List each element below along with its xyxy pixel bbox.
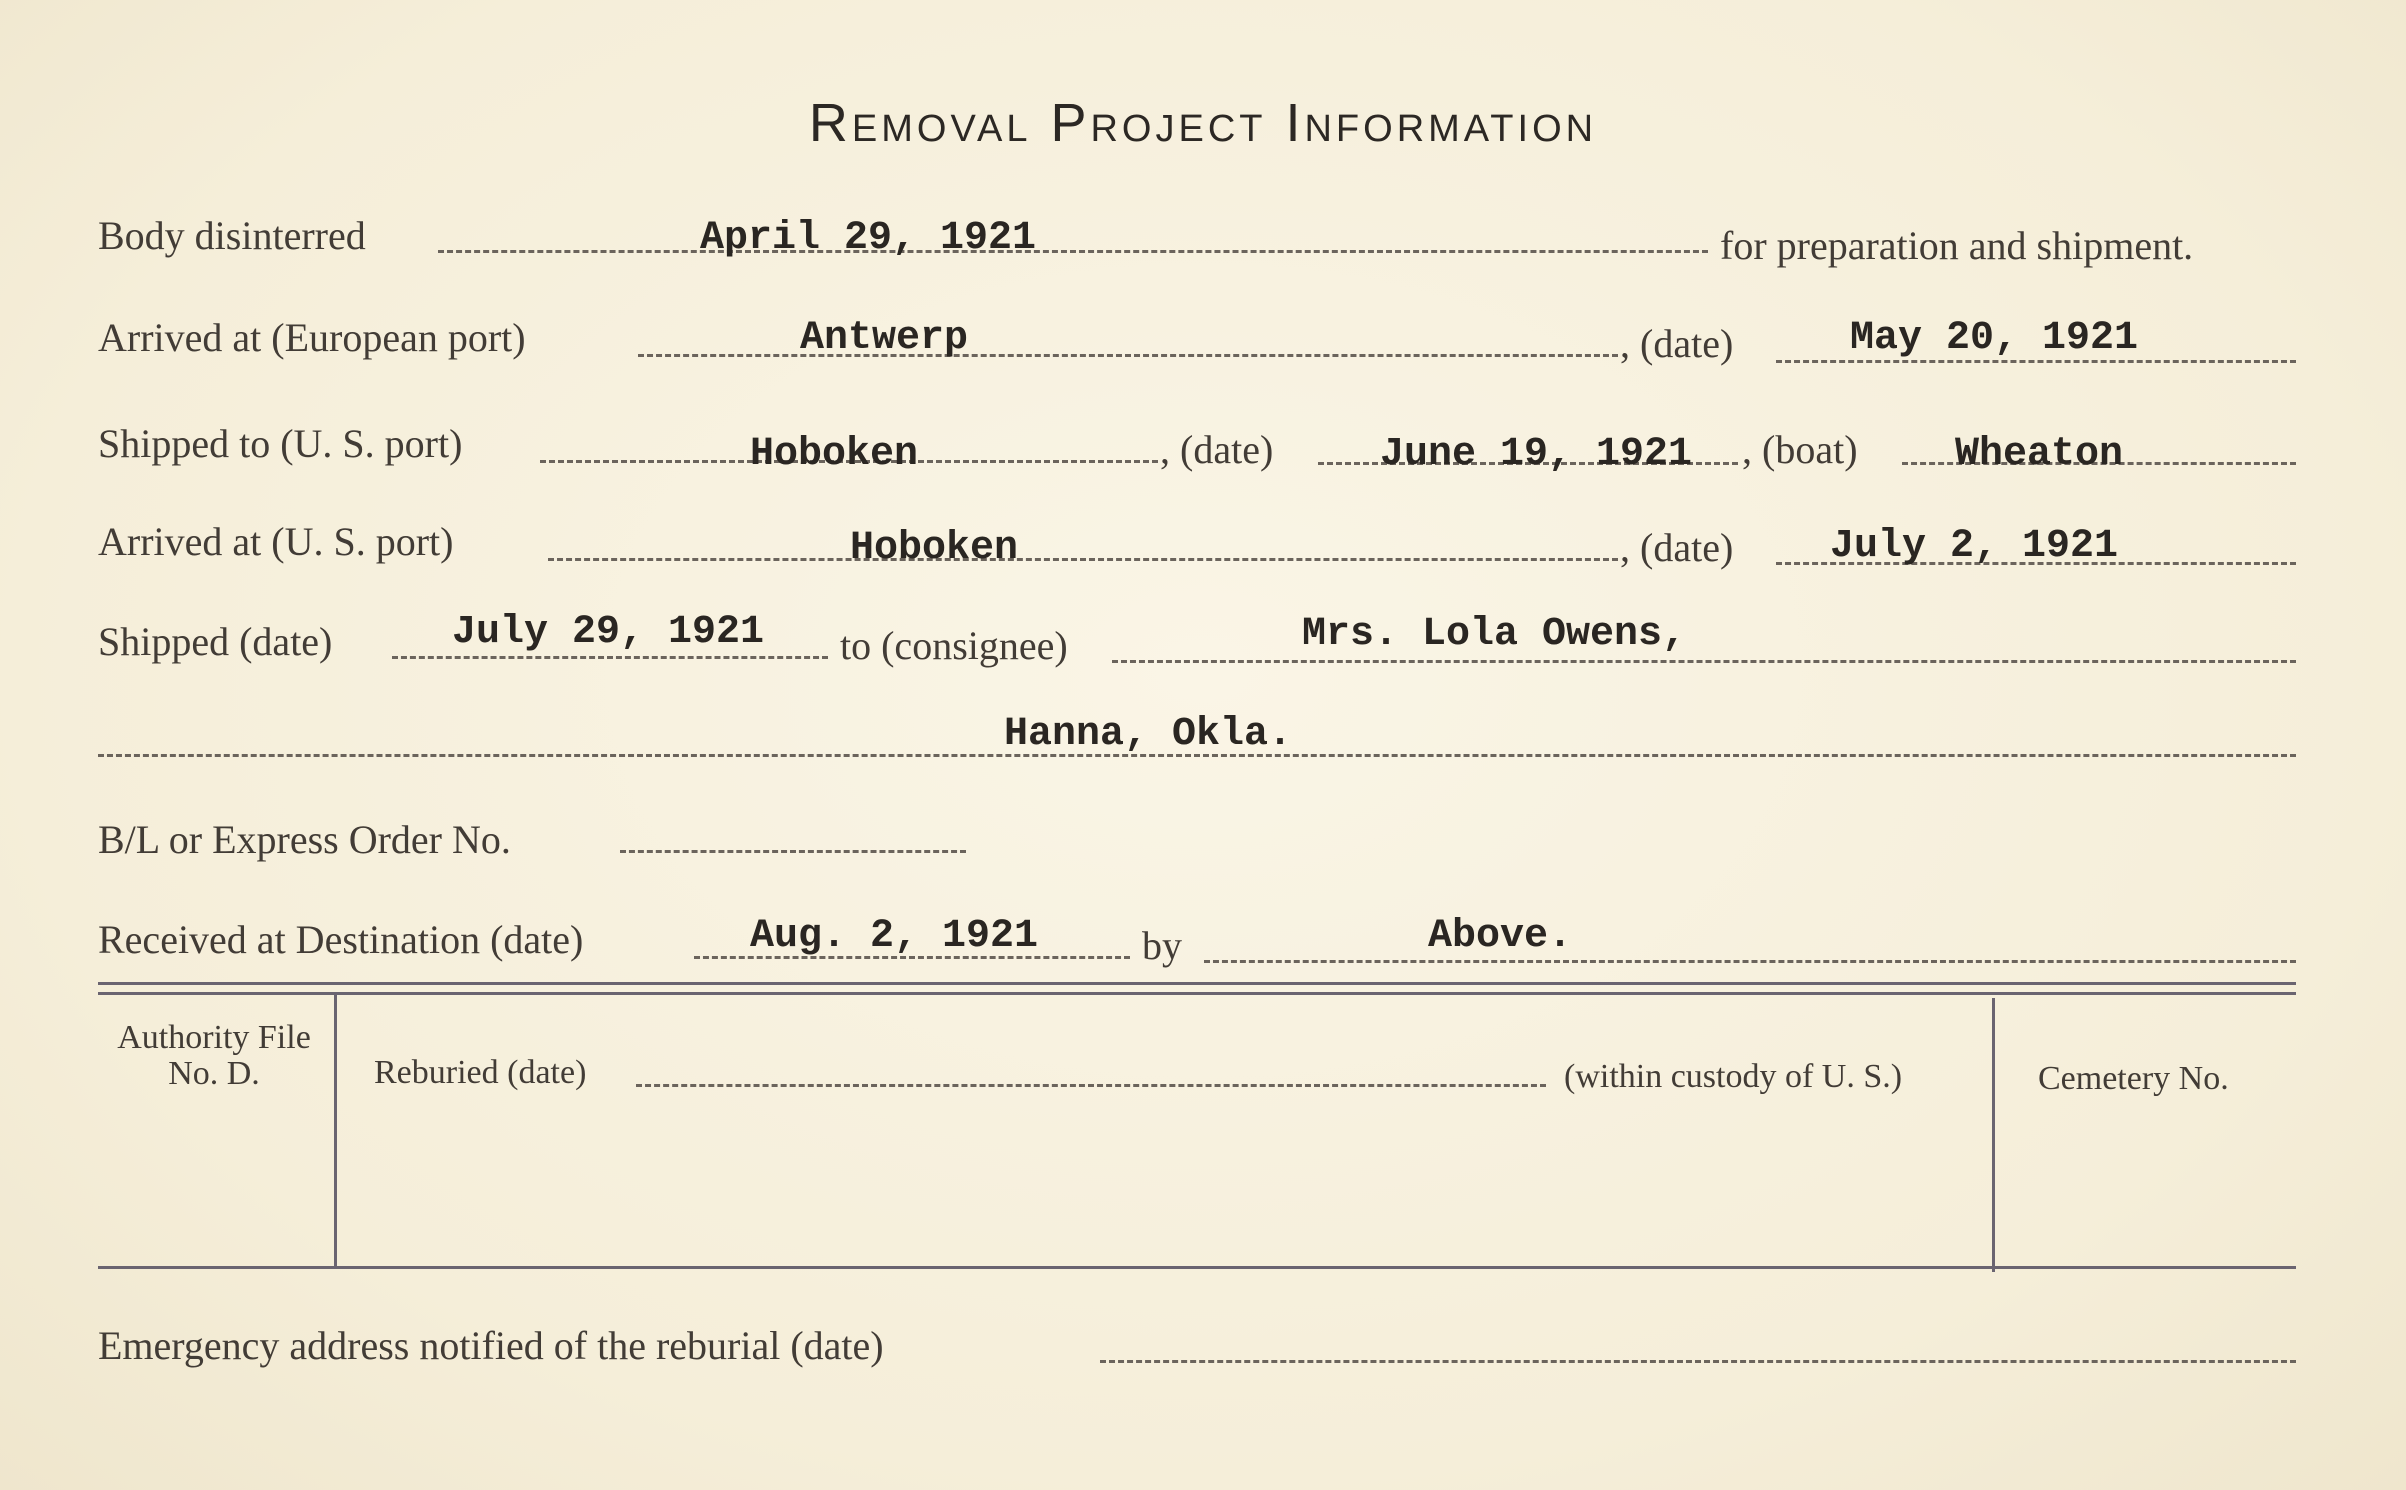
european-date-value: May 20, 1921	[1850, 316, 2139, 361]
cemetery-no-label: Cemetery No.	[2038, 1060, 2229, 1097]
consignee-value: Mrs. Lola Owens,	[1302, 612, 1687, 657]
shipped-date-label: Shipped (date)	[98, 619, 333, 664]
european-port-value: Antwerp	[800, 316, 969, 361]
consignee-address-value: Hanna, Okla.	[1004, 712, 1293, 757]
by-label: by	[1142, 923, 1182, 968]
for-preparation-label: for preparation and shipment.	[1720, 223, 2194, 268]
reburied-label: Reburied (date)	[374, 1054, 587, 1091]
us-arrival-date-value: July 2, 1921	[1830, 524, 2119, 569]
table-divider-right	[1992, 998, 1995, 1272]
arrived-european-label: Arrived at (European port)	[98, 315, 526, 360]
us-port-arrived-value: Hoboken	[850, 526, 1019, 571]
us-ship-date-label: , (date)	[1160, 427, 1274, 472]
shipped-us-label: Shipped to (U. S. port)	[98, 421, 463, 466]
custody-label: (within custody of U. S.)	[1564, 1058, 1903, 1095]
reburied-line	[636, 1084, 1546, 1087]
disinterred-date-value: April 29, 1921	[700, 216, 1037, 261]
european-port-line	[638, 354, 1618, 357]
to-consignee-label: to (consignee)	[840, 623, 1068, 668]
shipped-date-line	[392, 656, 828, 659]
card-title: Removal Project Information	[808, 93, 1598, 153]
table-divider-left	[334, 994, 337, 1266]
table-top-rule-2	[98, 992, 2296, 995]
bl-label: B/L or Express Order No.	[98, 817, 511, 862]
table-top-rule	[98, 982, 2296, 985]
emergency-label: Emergency address notified of the reburial (date)	[98, 1323, 884, 1368]
european-date-label: , (date)	[1620, 321, 1734, 366]
boat-value: Wheaton	[1955, 432, 2124, 477]
arrived-us-label: Arrived at (U. S. port)	[98, 519, 454, 564]
bl-line	[620, 850, 966, 853]
us-ship-date-value: June 19, 1921	[1380, 432, 1693, 477]
received-by-line	[1204, 960, 2296, 963]
us-port-shipped-value: Hoboken	[750, 432, 919, 477]
boat-label: , (boat)	[1742, 427, 1858, 472]
us-arrival-date-label: , (date)	[1620, 525, 1734, 570]
table-bottom-rule	[98, 1266, 2296, 1269]
shipped-date-value: July 29, 1921	[452, 610, 765, 655]
authority-file-label: Authority File No. D.	[117, 1019, 311, 1092]
disinterred-line	[438, 250, 1708, 253]
received-label: Received at Destination (date)	[98, 917, 584, 962]
emergency-line	[1100, 1360, 2296, 1363]
consignee-line	[1112, 660, 2296, 663]
us-port-arrived-line	[548, 558, 1618, 561]
body-disinterred-label: Body disinterred	[98, 213, 366, 258]
received-date-value: Aug. 2, 1921	[750, 914, 1039, 959]
received-by-value: Above.	[1428, 914, 1573, 959]
